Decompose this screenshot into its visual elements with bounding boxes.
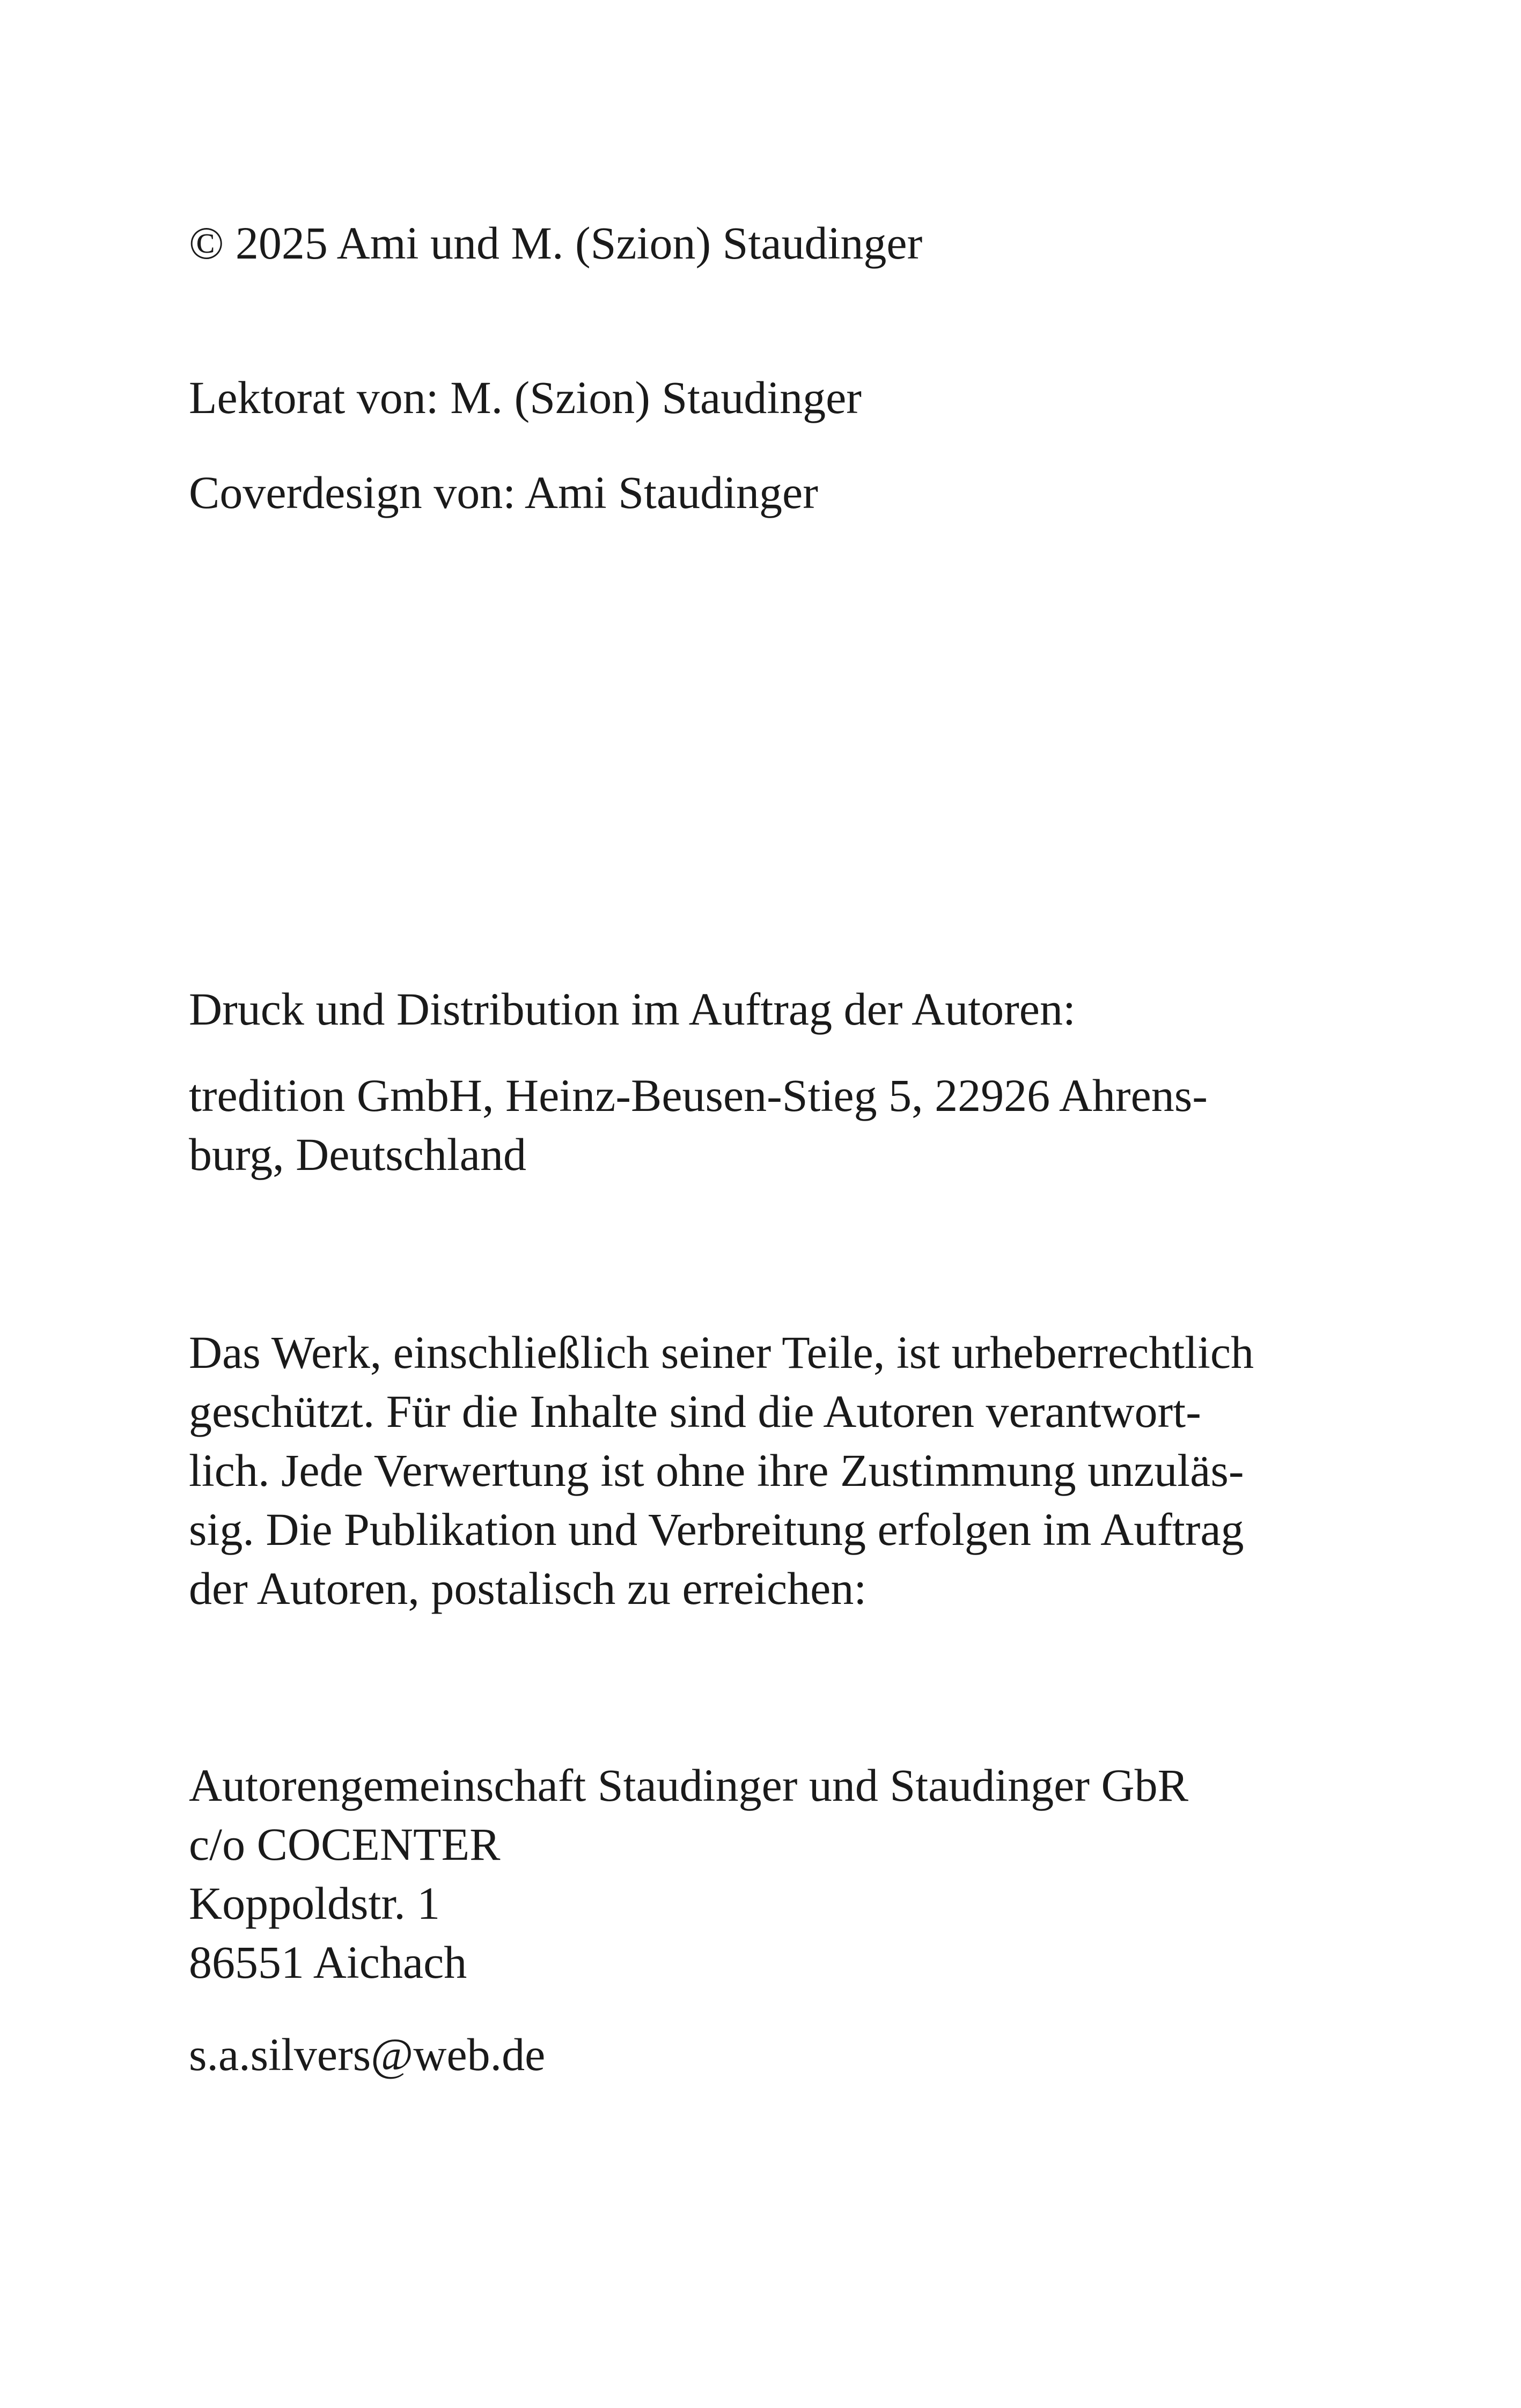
cover-design-credit: Coverdesign von: Ami Staudinger [189,467,818,518]
author-address-line: Autorengemeinschaft Staudinger und Staudinger GbR [189,1759,1188,1811]
copyright-notice-line: geschützt. Für die Inhalte sind die Autoren verantwort- [189,1386,1201,1437]
author-address-line: c/o COCENTER [189,1818,501,1870]
copyright-line: © 2025 Ami und M. (Szion) Staudinger [189,217,923,269]
contact-email: s.a.silvers@web.de [189,2029,546,2080]
author-address-line: 86551 Aichach [189,1936,467,1988]
copyright-notice-line: sig. Die Publikation und Verbreitung erfolgen im Auftrag [189,1504,1244,1555]
distribution-heading: Druck und Distribution im Auftrag der Autoren: [189,983,1076,1035]
author-address-line: Koppoldstr. 1 [189,1877,440,1929]
copyright-notice-line: der Autoren, postalisch zu erreichen: [189,1563,867,1614]
publisher-address-line: burg, Deutschland [189,1129,526,1180]
copyright-notice-line: Das Werk, einschließlich seiner Teile, ist urheberrechtlich [189,1327,1254,1378]
editing-credit: Lektorat von: M. (Szion) Staudinger [189,372,862,423]
publisher-address-line: tredition GmbH, Heinz-Beusen-Stieg 5, 22926 Ahrens- [189,1070,1208,1121]
copyright-notice-line: lich. Jede Verwertung ist ohne ihre Zustimmung unzuläs- [189,1445,1244,1496]
